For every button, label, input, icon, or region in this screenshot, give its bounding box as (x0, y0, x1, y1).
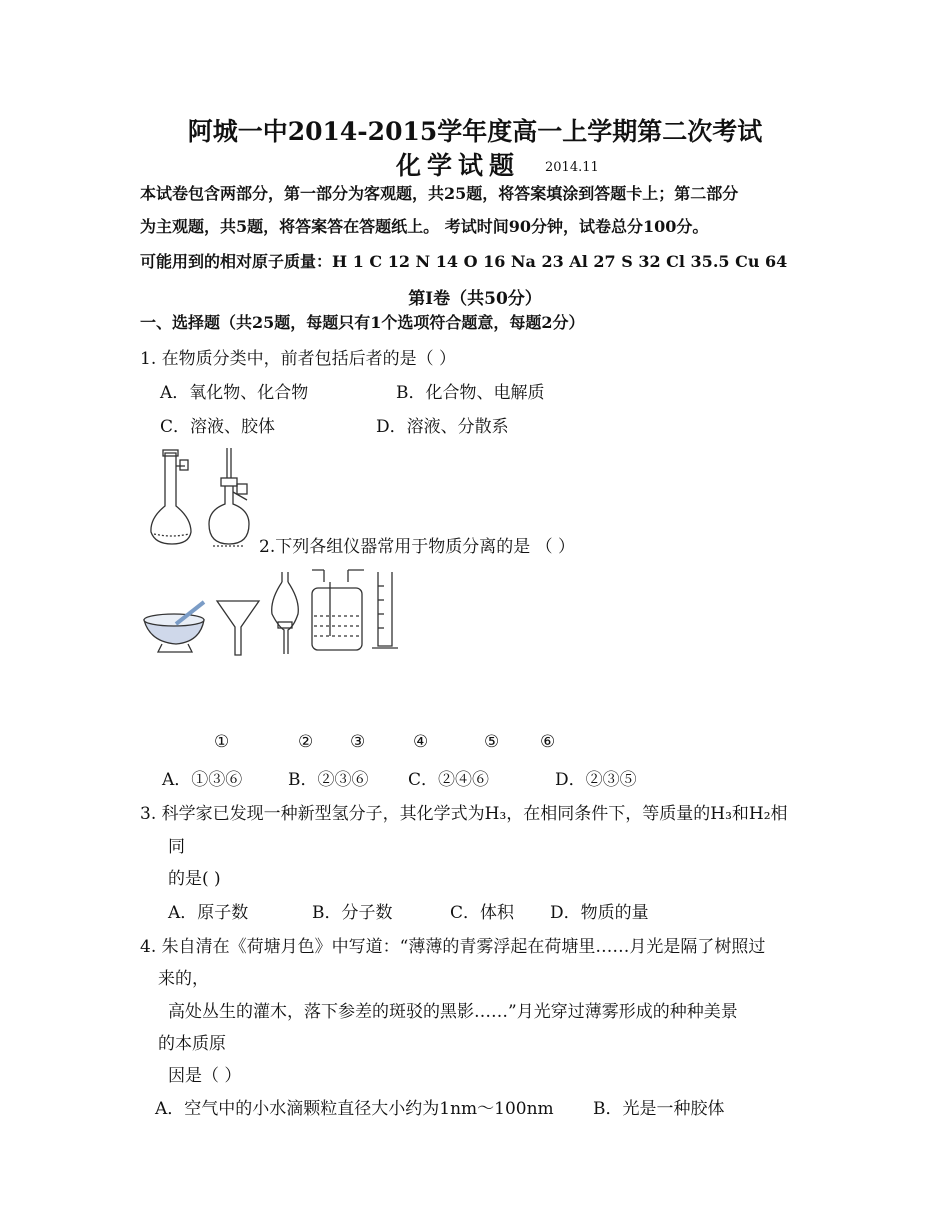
gas-washing-bottle-icon (308, 566, 368, 654)
intro-line-1: 本试卷包含两部分，第一部分为客观题，共25题，将答案填涂到答题卡上；第二部分 (140, 184, 739, 203)
q3-option-b: B．分子数 (312, 903, 393, 923)
exam-date: 2014.11 (545, 160, 599, 175)
q2-label-2: ② (298, 732, 314, 752)
q4-line-5: 因是（ ） (168, 1066, 242, 1086)
q3-option-c: C．体积 (450, 903, 515, 923)
q4-line-1: 4. 朱自清在《荷塘月色》中写道：“薄薄的青雾浮起在荷塘里……月光是隔了树照过 (140, 937, 766, 957)
distilling-flask-icon (205, 448, 265, 548)
q4-line-3: 高处丛生的灌木，落下参差的斑驳的黑影……”月光穿过薄雾形成的种种美景 (168, 1002, 738, 1022)
q2-option-b: B．②③⑥ (288, 770, 369, 790)
q1-option-d: D．溶液、分散系 (376, 417, 509, 437)
mortar-and-pestle-icon (140, 598, 210, 653)
exam-title: 阿城一中2014-2015学年度高一上学期第二次考试 (187, 117, 763, 146)
q2-stem: 2.下列各组仪器常用于物质分离的是 （ ） (259, 537, 576, 557)
q2-label-5: ⑤ (484, 732, 500, 752)
q2-label-1: ① (214, 732, 230, 752)
section-heading: 一、选择题（共25题，每题只有1个选项符合题意，每题2分） (140, 313, 585, 332)
q4-option-a: A．空气中的小水滴颗粒直径大小约为1nm～100nm (155, 1099, 554, 1119)
q1-option-b: B．化合物、电解质 (396, 383, 545, 403)
q1-option-c: C．溶液、胶体 (160, 417, 276, 437)
q1-stem: 1. 在物质分类中，前者包括后者的是（ ） (140, 349, 457, 369)
q2-label-4: ④ (413, 732, 429, 752)
separatory-funnel-icon (266, 570, 306, 655)
q3-line-3: 的是( ) (168, 869, 221, 889)
q2-label-6: ⑥ (540, 732, 556, 752)
graduated-cylinder-icon (366, 566, 402, 654)
q2-option-c: C．②④⑥ (408, 770, 490, 790)
section-title: 第Ⅰ卷（共50分） (408, 289, 542, 309)
intro-line-2: 为主观题，共5题，将答案答在答题纸上。 考试时间90分钟，试卷总分100分。 (140, 217, 709, 236)
volumetric-flask-icon (145, 448, 195, 543)
q3-option-d: D．物质的量 (550, 903, 649, 923)
atomic-masses-line: 可能用到的相对原子质量：H 1 C 12 N 14 O 16 Na 23 Al 27 S 32 Cl 35.5 Cu 64 (140, 252, 788, 271)
q2-option-d: D．②③⑤ (555, 770, 637, 790)
q1-option-a: A．氧化物、化合物 (160, 383, 309, 403)
q3-option-a: A．原子数 (168, 903, 249, 923)
q3-line-2: 同 (168, 837, 185, 857)
q3-line-1: 3. 科学家已发现一种新型氢分子，其化学式为H₃，在相同条件下，等质量的H₃和H₂相 (140, 804, 788, 824)
q4-line-2: 来的， (158, 969, 209, 989)
q2-label-3: ③ (350, 732, 366, 752)
q4-line-4: 的本质原 (158, 1034, 226, 1054)
q2-option-a: A．①③⑥ (162, 770, 243, 790)
exam-subtitle: 化学试题 (396, 151, 521, 180)
q4-option-b: B．光是一种胶体 (593, 1099, 725, 1119)
funnel-icon (213, 597, 263, 657)
